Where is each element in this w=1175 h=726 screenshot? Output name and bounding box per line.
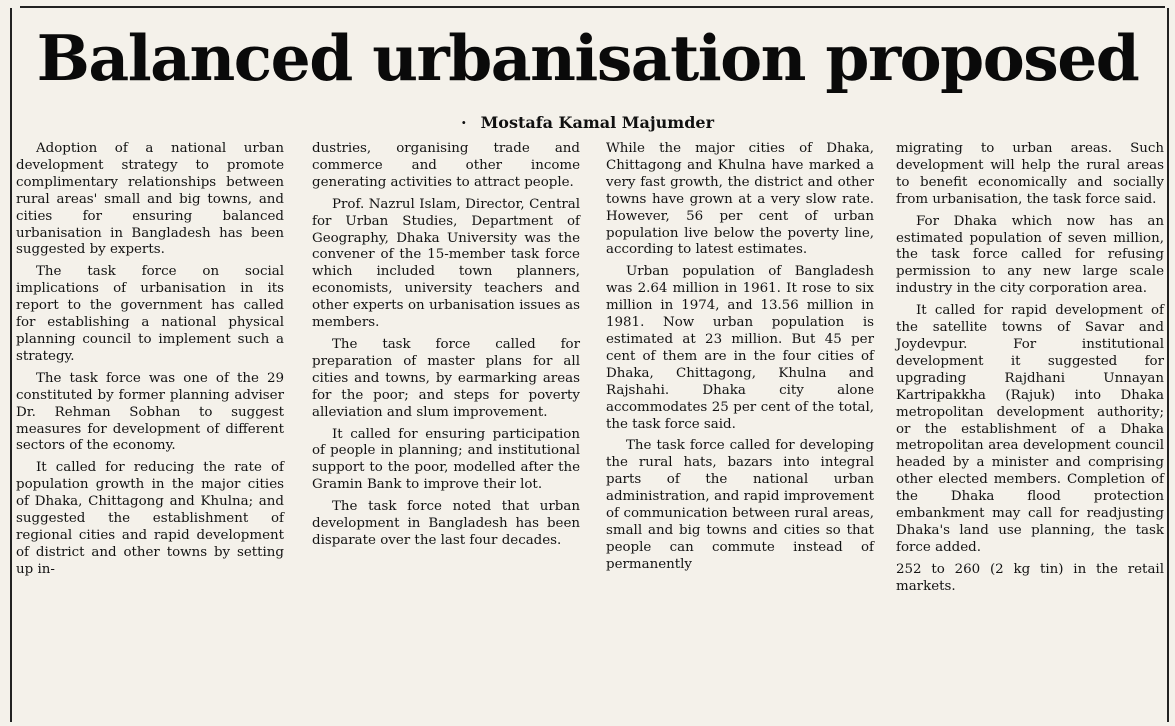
column-2-paragraph-1: dustries, organising trade and commerce and other income generating activities to attract people. bbox=[312, 141, 580, 190]
column-1-paragraph-1: Adoption of a national urban development strategy to promote complimentary relationships between rural areas' small and big towns, and cities for ensuring balanced urbanisation in Bangladesh has been suggested by experts. bbox=[16, 141, 284, 258]
column-1-paragraph-3: The task force was one of the 29 constituted by former planning adviser Dr. Rehman Sobhan to suggest measures for development of different sectors of the economy. bbox=[16, 370, 284, 454]
column-4-paragraph-3: It called for rapid development of the satellite towns of Savar and Joydevpur. For institutional development it suggested for upgrading Rajdhani Unnayan Kartripakkha (Rajuk) into Dhaka metropolitan development authority; or the establishment of a Dhaka metropolitan area development council headed by a minister and comprising other elected members. Completion of the Dhaka flood protection embankment may call for readjusting Dhaka's land use planning, the task force added. bbox=[896, 303, 1164, 555]
column-1-paragraph-2: The task force on social implications of urbanisation in its report to the government has called for establishing a national physical planning council to implement such a strategy. bbox=[16, 264, 284, 364]
column-2-paragraph-2: Prof. Nazrul Islam, Director, Central for Urban Studies, Department of Geography, Dhaka University was the convener of the 15-member task force which included town planners, economists, university teachers and other experts on urbanisation issues as members. bbox=[312, 196, 580, 331]
top-border-rule bbox=[20, 6, 1165, 8]
article-headline: Balanced urbanisation proposed bbox=[36, 21, 1139, 95]
column-3-paragraph-1: While the major cities of Dhaka, Chittagong and Khulna have marked a very fast growth, the district and other towns have grown at a very slow rate. However, 56 per cent of urban population live below the poverty line, according to latest estimates. bbox=[606, 141, 874, 258]
column-1-paragraph-4: It called for reducing the rate of population growth in the major cities of Dhaka, Chittagong and Khulna; and suggested the establishment of regional cities and rapid development of district and other towns by setting up in- bbox=[16, 460, 284, 577]
article-column-3 bbox=[606, 141, 874, 579]
column-3-paragraph-3: The task force called for developing the rural hats, bazars into integral parts of the national urban administration, and rapid improvement of communication between rural areas, small and big towns and cities so that people can commute instead of permanently bbox=[606, 438, 874, 572]
column-2-paragraph-5: The task force noted that urban development in Bangladesh has been disparate over the last four decades. bbox=[312, 499, 580, 548]
column-3-paragraph-2: Urban population of Bangladesh was 2.64 million in 1961. It rose to six million in 1974, and 13.56 million in 1981. Now urban population is estimated at 23 million. But 45 per cent of them are in the four cities of Dhaka, Chittagong, Khulna and Rajshahi. Dhaka city alone accommodates 25 per cent of the total, the task force said. bbox=[606, 264, 874, 432]
column-4-paragraph-4: 252 to 260 (2 kg tin) in the retail markets. bbox=[896, 561, 1164, 594]
column-2-paragraph-4: It called for ensuring participation of people in planning; and institutional support to the poor, modelled after the Gramin Bank to improve their lot. bbox=[312, 426, 580, 493]
byline-bullet-icon: · bbox=[461, 113, 467, 132]
column-4-paragraph-2: For Dhaka which now has an estimated population of seven million, the task force called for refusing permission to any new large scale industry in the city corporation area. bbox=[896, 213, 1164, 297]
article-column-4 bbox=[896, 141, 1164, 601]
article-column-2 bbox=[312, 141, 580, 555]
byline-author: Mostafa Kamal Majumder bbox=[480, 113, 714, 132]
article-column-1 bbox=[16, 141, 284, 584]
column-4-paragraph-1: migrating to urban areas. Such development will help the rural areas to benefit economically and socially from urbanisation, the task force said. bbox=[896, 141, 1164, 207]
article-byline bbox=[0, 112, 1175, 134]
column-2-paragraph-3: The task force called for preparation of master plans for all cities and towns, by earmarking areas for the poor; and steps for poverty alleviation and slum improvement. bbox=[312, 336, 580, 420]
